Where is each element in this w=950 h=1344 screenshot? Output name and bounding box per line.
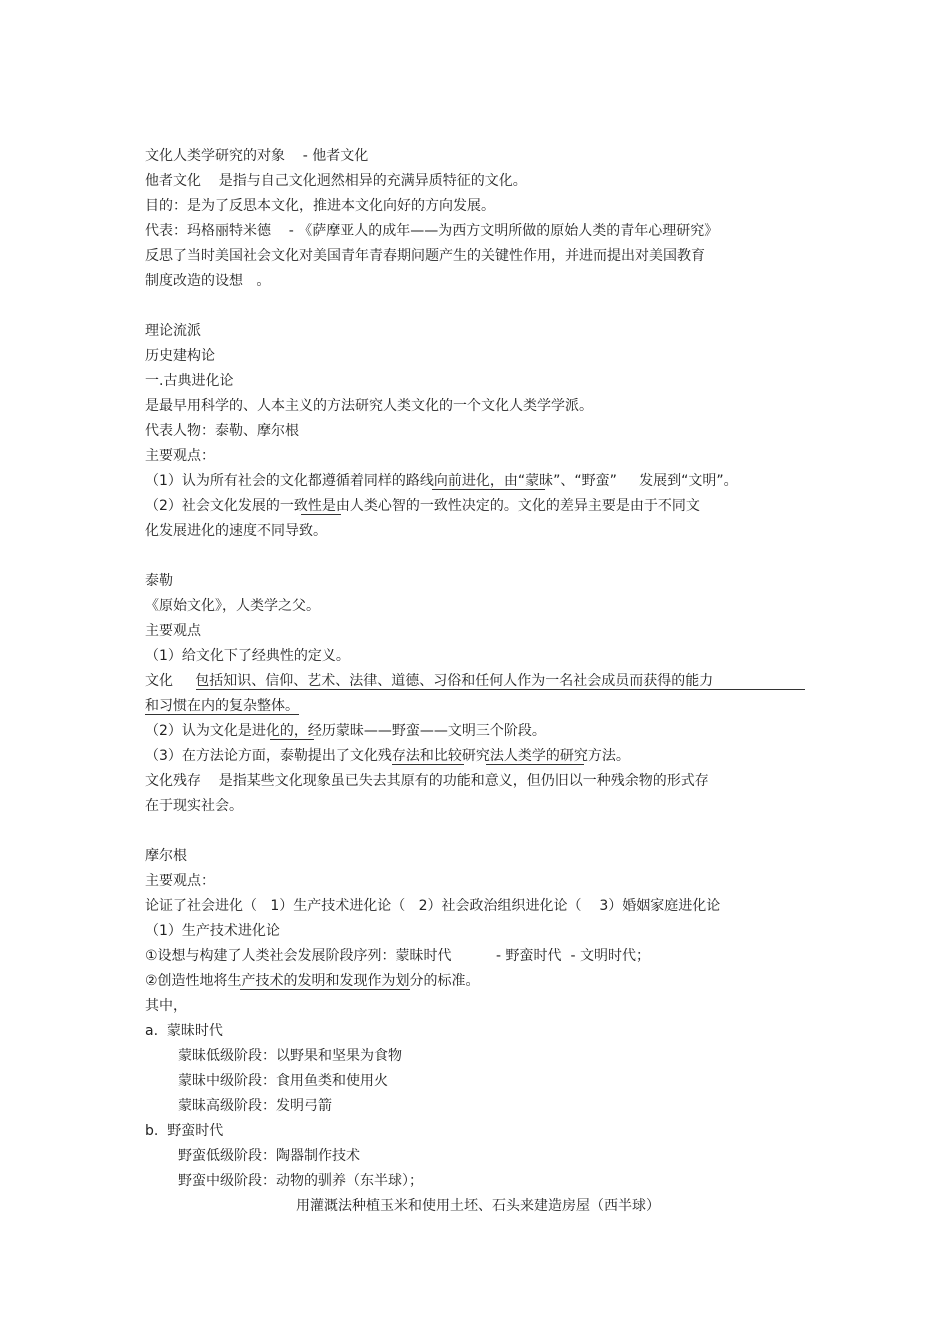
underline-mark — [270, 739, 314, 740]
text-line: 用灌溉法种植玉米和使用土坯、石头来建造房屋（西半球） — [296, 1198, 660, 1214]
text-line: b. 野蛮时代 — [145, 1123, 224, 1139]
text-line: 主要观点 — [145, 623, 201, 639]
text-line: 蒙昧低级阶段：以野果和坚果为食物 — [178, 1048, 402, 1064]
text-line: （1）给文化下了经典性的定义。 — [145, 648, 350, 664]
underline-mark — [145, 714, 299, 715]
text-line: （1）认为所有社会的文化都遵循着同样的路线向前进化，由“蒙昧”、“野蛮” 发展到“文明”。 — [145, 473, 738, 489]
text-line: 在于现实社会。 — [145, 798, 243, 814]
underline-mark — [486, 764, 584, 765]
text-line: 野蛮低级阶段：陶器制作技术 — [178, 1148, 360, 1164]
text-line: ②创造性地将生产技术的发明和发现作为划分的标准。 — [145, 973, 480, 989]
text-line: 蒙昧高级阶段：发明弓箭 — [178, 1098, 332, 1114]
text-line: 主要观点： — [145, 873, 215, 889]
text-line: 泰勒 — [145, 573, 173, 589]
text-line: 理论流派 — [145, 323, 201, 339]
text-line: 文化残存 是指某些文化现象虽已失去其原有的功能和意义，但仍旧以一种残余物的形式存 — [145, 773, 709, 789]
underline-mark — [432, 489, 545, 490]
text-line: 文化人类学研究的对象 - 他者文化 — [145, 148, 369, 164]
text-line: 历史建构论 — [145, 348, 215, 364]
text-line: 制度改造的设想 。 — [145, 273, 271, 289]
text-line: 主要观点： — [145, 448, 215, 464]
text-line: 他者文化 是指与自己文化迥然相异的充满异质特征的文化。 — [145, 173, 527, 189]
text-line: 一.古典进化论 — [145, 373, 234, 389]
text-line: 是最早用科学的、人本主义的方法研究人类文化的一个文化人类学学派。 — [145, 398, 593, 414]
underline-mark — [392, 764, 464, 765]
text-line: 和习惯在内的复杂整体。 — [145, 698, 299, 714]
text-line: （3）在方法论方面，泰勒提出了文化残存法和比较研究法人类学的研究方法。 — [145, 748, 630, 764]
text-line: 反思了当时美国社会文化对美国青年青春期问题产生的关键性作用，并进而提出对美国教育 — [145, 248, 705, 264]
text-line: a. 蒙昧时代 — [145, 1023, 223, 1039]
text-line: ①设想与构建了人类社会发展阶段序列：蒙昧时代 - 野蛮时代 - 文明时代； — [145, 948, 650, 964]
text-line: 《原始文化》，人类学之父。 — [145, 598, 320, 614]
text-line: 目的：是为了反思本文化，推进本文化向好的方向发展。 — [145, 198, 495, 214]
text-line: （2）社会文化发展的一致性是由人类心智的一致性决定的。文化的差异主要是由于不同文 — [145, 498, 700, 514]
text-line: （1）生产技术进化论 — [145, 923, 280, 939]
underline-mark — [240, 989, 410, 990]
underline-mark — [301, 514, 341, 515]
text-line: 其中， — [145, 998, 187, 1014]
text-line: 论证了社会进化（ 1）生产技术进化论（ 2）社会政治组织进化论（ 3）婚姻家庭进化论 — [145, 898, 721, 914]
text-line: 化发展进化的速度不同导致。 — [145, 523, 327, 539]
text-line: 摩尔根 — [145, 848, 187, 864]
text-line: 蒙昧中级阶段：食用鱼类和使用火 — [178, 1073, 388, 1089]
text-line: 代表人物：泰勒、摩尔根 — [145, 423, 299, 439]
text-line: 野蛮中级阶段：动物的驯养（东半球）； — [178, 1173, 423, 1189]
underline-mark — [196, 689, 805, 690]
text-line: 文化 包括知识、信仰、艺术、法律、道德、习俗和任何人作为一名社会成员而获得的能力 — [145, 673, 714, 689]
text-line: 代表：玛格丽特米德 - 《萨摩亚人的成年——为西方文明所做的原始人类的青年心理研究》 — [145, 223, 719, 239]
text-line: （2）认为文化是进化的，经历蒙昧——野蛮——文明三个阶段。 — [145, 723, 546, 739]
